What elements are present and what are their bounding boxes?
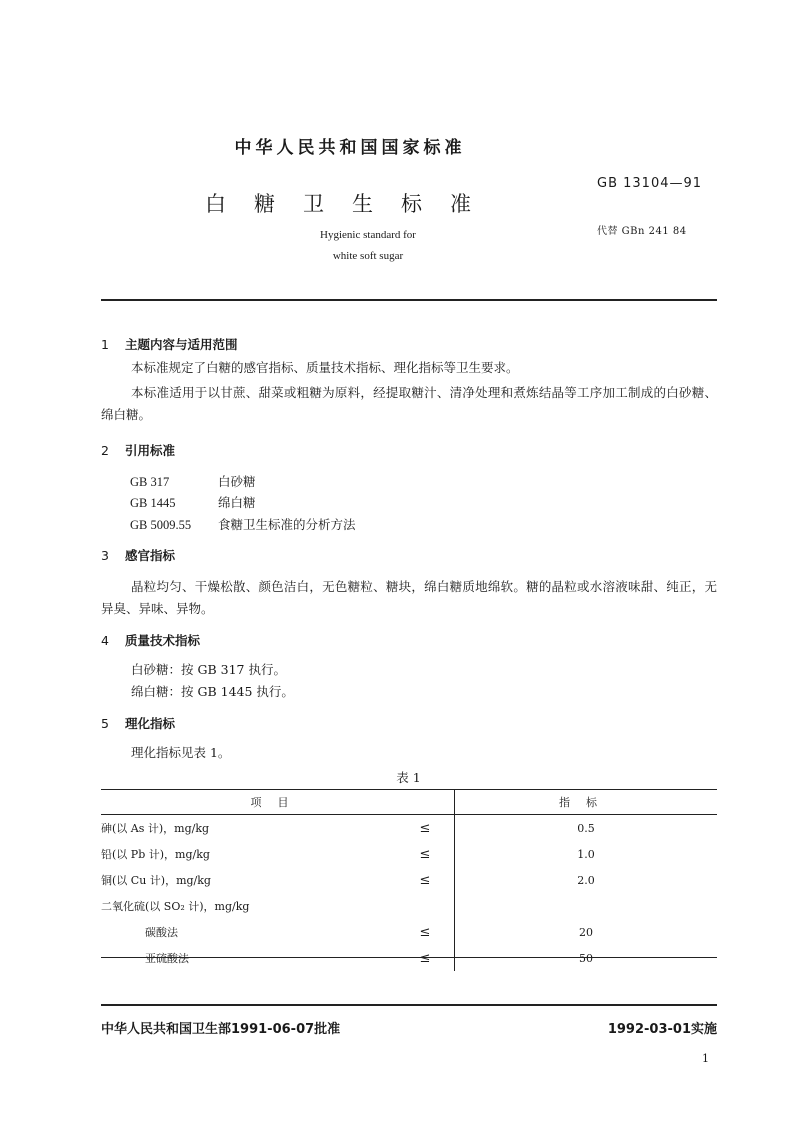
reference-item bbox=[130, 472, 256, 490]
row-symbol: ≤ bbox=[419, 846, 431, 862]
section-title: 引用标准 bbox=[125, 443, 176, 458]
section-heading-4 bbox=[101, 631, 200, 649]
row-name: 砷(以 As 计)，mg/kg bbox=[101, 822, 210, 835]
table-row bbox=[101, 893, 717, 919]
table-row bbox=[101, 815, 717, 842]
reference-code: GB 1445 bbox=[130, 496, 176, 510]
table-row bbox=[101, 945, 717, 971]
section-heading-5 bbox=[101, 714, 175, 732]
section-5-para-1: 理化指标见表 1。 bbox=[131, 745, 231, 760]
document-title: 白糖卫生标准 bbox=[205, 192, 499, 216]
section-1-para-1: 本标准规定了白糖的感官指标、质量技术指标、理化指标等卫生要求。 bbox=[131, 360, 519, 375]
effective-date: 1992-03-01实施 bbox=[607, 1022, 717, 1037]
section-number: 4 bbox=[101, 633, 109, 648]
table-caption: 表 1 bbox=[396, 770, 421, 785]
reference-code: GB 5009.55 bbox=[130, 518, 192, 532]
row-value: 2.0 bbox=[455, 867, 718, 893]
row-symbol: ≤ bbox=[419, 872, 431, 888]
reference-name: 白砂糖 bbox=[218, 474, 256, 489]
footer-rule bbox=[101, 1004, 717, 1006]
english-title-line-2: white soft sugar bbox=[332, 250, 404, 262]
approval-line: 中华人民共和国卫生部1991-06-07批准 bbox=[101, 1022, 341, 1037]
reference-item bbox=[130, 493, 256, 511]
section-heading-1 bbox=[101, 335, 238, 353]
row-value: 20 bbox=[455, 919, 718, 945]
reference-name: 食糖卫生标准的分析方法 bbox=[218, 517, 356, 532]
standard-number: GB 13104—91 bbox=[597, 176, 703, 191]
section-title: 质量技术指标 bbox=[125, 633, 201, 648]
section-number: 3 bbox=[101, 548, 109, 563]
table-row bbox=[101, 867, 717, 893]
row-name: 二氧化硫(以 SO₂ 计)，mg/kg bbox=[101, 900, 250, 913]
reference-name: 绵白糖 bbox=[218, 495, 256, 510]
column-header-item: 项目 bbox=[101, 790, 455, 815]
replaces-standard: 代替 GBn 241 84 bbox=[597, 226, 687, 237]
row-value: 50 bbox=[455, 945, 718, 971]
section-number: 2 bbox=[101, 443, 109, 458]
section-4-para-1: 白砂糖：按 GB 317 执行。 bbox=[131, 662, 286, 677]
table-row bbox=[101, 919, 717, 945]
section-title: 感官指标 bbox=[125, 548, 176, 563]
section-heading-3 bbox=[101, 546, 175, 564]
section-title: 理化指标 bbox=[125, 716, 176, 731]
row-symbol: ≤ bbox=[419, 950, 431, 966]
row-value bbox=[455, 893, 718, 919]
column-header-value: 指标 bbox=[455, 790, 718, 815]
reference-item bbox=[130, 515, 356, 533]
table-header-row bbox=[101, 790, 717, 815]
row-symbol: ≤ bbox=[419, 924, 431, 940]
row-value: 0.5 bbox=[455, 815, 718, 842]
reference-code: GB 317 bbox=[130, 475, 170, 489]
section-3-para-1: 晶粒均匀、干燥松散、颜色洁白，无色糖粒、糖块，绵白糖质地绵软。糖的晶粒或水溶液味甜、纯正，无异臭、异味、异物。 bbox=[101, 579, 717, 616]
row-name: 铜(以 Cu 计)，mg/kg bbox=[101, 874, 211, 887]
row-name: 碳酸法 bbox=[145, 926, 178, 939]
national-standard-heading: 中华人民共和国国家标准 bbox=[234, 138, 466, 158]
header-rule bbox=[101, 299, 717, 301]
row-symbol: ≤ bbox=[419, 820, 431, 836]
english-title-line-1: Hygienic standard for bbox=[320, 229, 416, 241]
row-value: 1.0 bbox=[455, 841, 718, 867]
row-name: 亚硫酸法 bbox=[145, 952, 189, 965]
table-row bbox=[101, 841, 717, 867]
section-4-para-2: 绵白糖：按 GB 1445 执行。 bbox=[131, 684, 294, 699]
table-bottom-rule bbox=[101, 957, 717, 958]
section-heading-2 bbox=[101, 441, 175, 459]
section-number: 1 bbox=[101, 337, 109, 352]
indicator-table bbox=[101, 790, 717, 971]
row-name: 铅(以 Pb 计)，mg/kg bbox=[101, 848, 210, 861]
page-number: 1 bbox=[702, 1052, 709, 1065]
row-symbol bbox=[396, 893, 455, 919]
section-number: 5 bbox=[101, 716, 109, 731]
section-title: 主题内容与适用范围 bbox=[125, 337, 238, 352]
section-1-para-2: 本标准适用于以甘蔗、甜菜或粗糖为原料，经提取糖汁、清净处理和煮炼结晶等工序加工制成的白砂糖、绵白糖。 bbox=[101, 385, 717, 422]
